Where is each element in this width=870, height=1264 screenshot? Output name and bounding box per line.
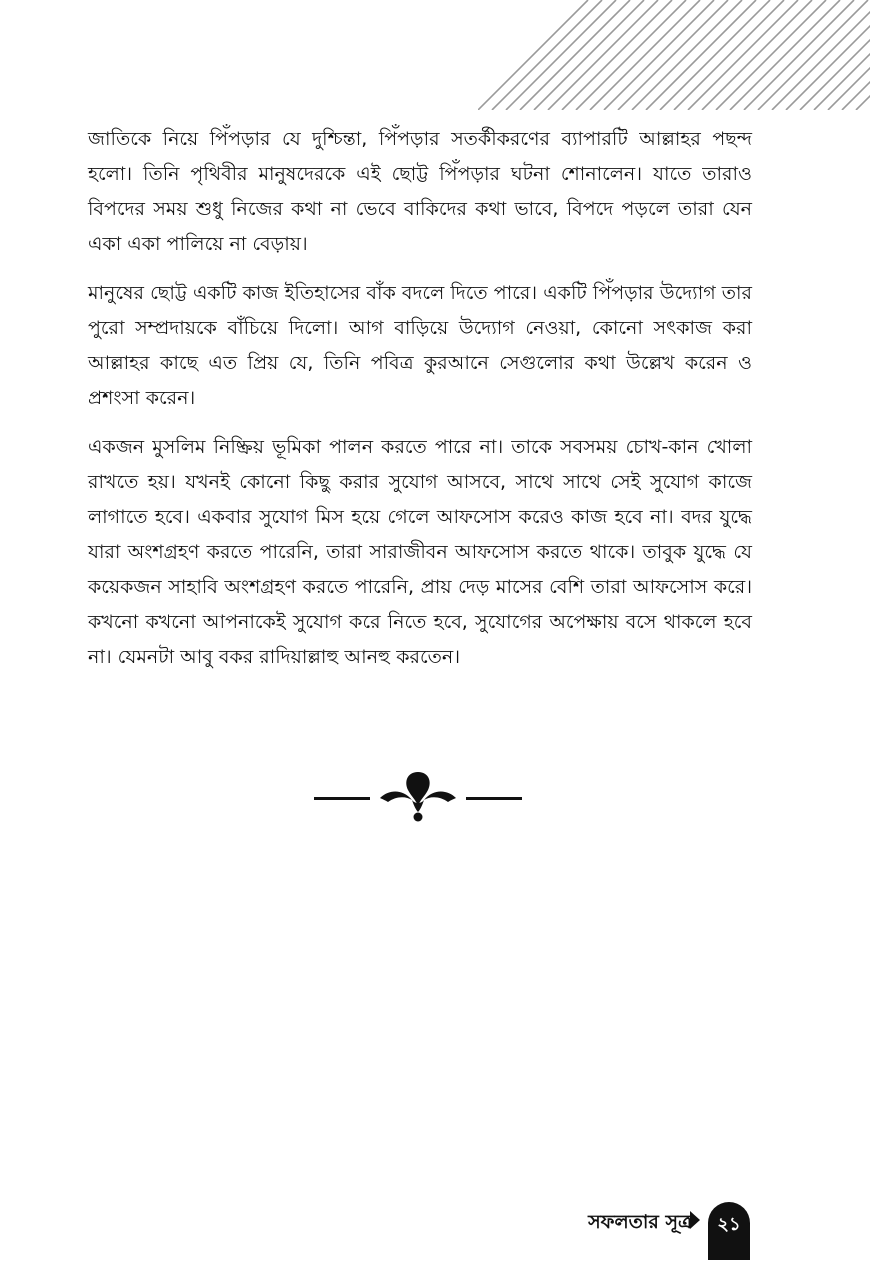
page-number: ২১ <box>717 1214 741 1235</box>
page-footer <box>560 1196 870 1252</box>
fleuron-divider-ornament <box>312 770 524 824</box>
body-text <box>88 122 752 689</box>
footer-book-title: সফলতার সূত্র <box>588 1211 692 1233</box>
corner-hatch-pattern <box>478 0 870 110</box>
paragraph-3: একজন মুসলিম নিষ্ক্রিয় ভূমিকা পালন করতে পারে না। তাকে সবসময় চোখ-কান খোলা রাখতে হয়। যখনই কোনো কিছু করার সুযোগ আসবে, সাথে সাথে সেই সুযোগ কাজে লাগাতে হবে। একবার সুযোগ মিস হয়ে গেলে আফসোস করেও কাজ হবে না। বদর যুদ্ধে যারা অংশগ্রহণ করতে পারেনি, তারা সারাজীবন আফসোস করতে থাকে। তাবুক যুদ্ধে যে কয়েকজন সাহাবি অংশগ্রহণ করতে পারেনি, প্রায় দেড় মাসের বেশি তারা আফসোস করে। কখনো কখনো আপনাকেই সুযোগ করে নিতে হবে, সুযোগের অপেক্ষায় বসে থাকলে হবে না। যেমনটা আবু বকর রাদিয়াল্লাহু আনহু করতেন। <box>88 436 752 668</box>
paragraph-1: জাতিকে নিয়ে পিঁপড়ার যে দুশ্চিন্তা, পিঁপড়ার সতর্কীকরণের ব্যাপারটি আল্লাহর পছন্দ হলো। তিনি পৃথিবীর মানুষদেরকে এই ছোট্ট পিঁপড়ার ঘটনা শোনালেন। যাতে তারাও বিপদের সময় শুধু নিজের কথা না ভেবে বাকিদের কথা ভাবে, বিপদে পড়লে তারা যেন একা একা পালিয়ে না বেড়ায়। <box>88 128 752 255</box>
triangle-right-icon <box>690 1211 700 1229</box>
paragraph-2: মানুষের ছোট্ট একটি কাজ ইতিহাসের বাঁক বদলে দিতে পারে। একটি পিঁপড়ার উদ্যোগ তার পুরো সম্প্রদায়কে বাঁচিয়ে দিলো। আগ বাড়িয়ে উদ্যোগ নেওয়া, কোনো সৎকাজ করা আল্লাহর কাছে এত প্রিয় যে, তিনি পবিত্র কুরআনে সেগুলোর কথা উল্লেখ করেন ও প্রশংসা করেন। <box>88 282 752 409</box>
